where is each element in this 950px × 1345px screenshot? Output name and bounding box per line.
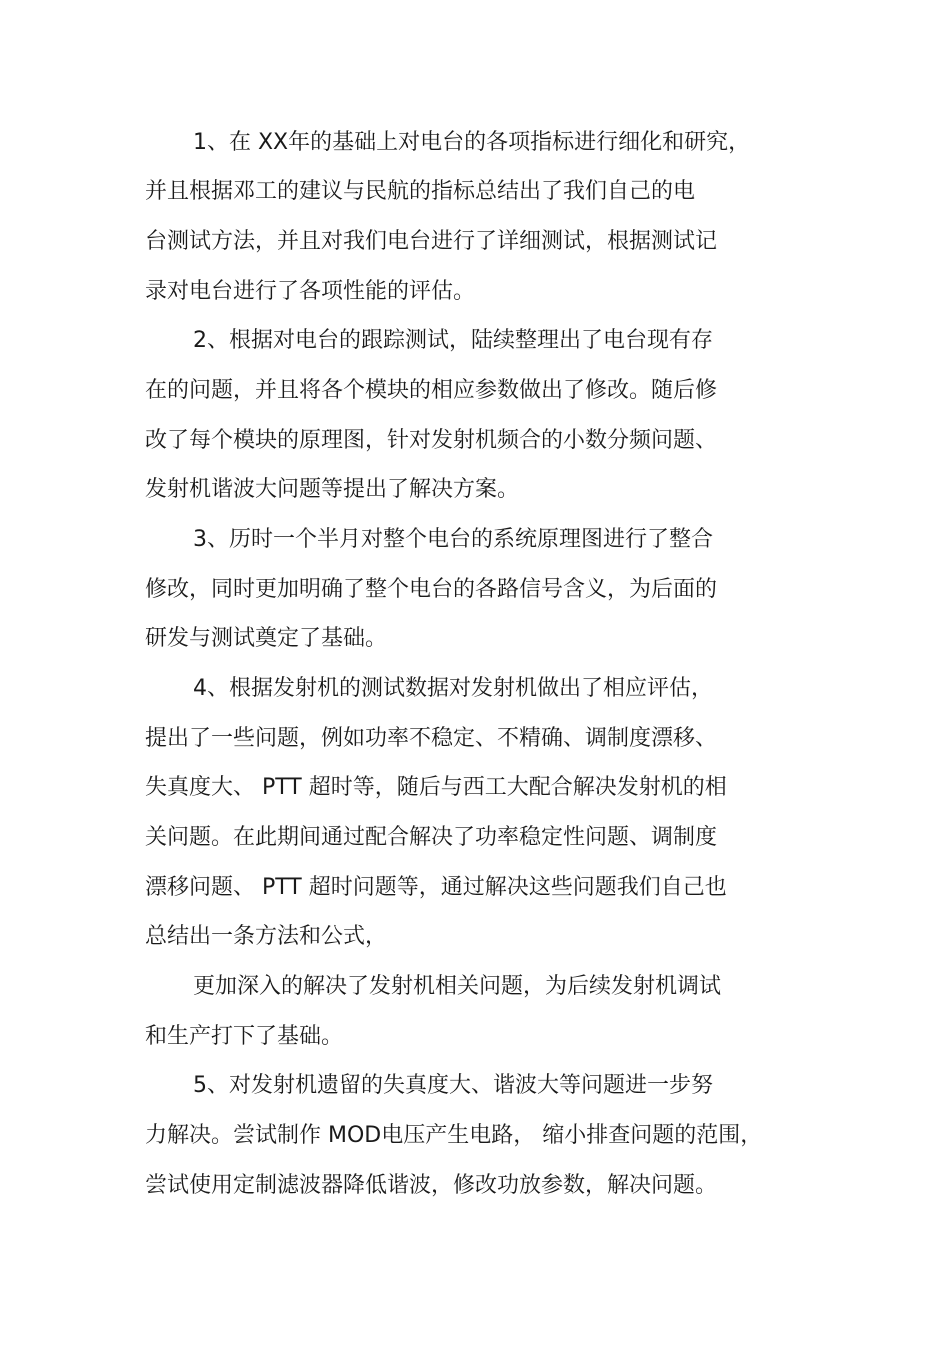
text-line: 5、对发射机遗留的失真度大、谐波大等问题进一步努 bbox=[193, 1073, 713, 1098]
text-line: 发射机谐波大问题等提出了解决方案。 bbox=[145, 477, 520, 502]
text-line: 研发与测试奠定了基础。 bbox=[145, 626, 388, 651]
text-line: 在的问题，并且将各个模块的相应参数做出了修改。随后修 bbox=[145, 378, 718, 403]
text-line: 尝试使用定制滤波器降低谐波，修改功放参数，解决问题。 bbox=[145, 1173, 718, 1198]
text-line: 力解决。尝试制作 MOD电压产生电路， 缩小排查问题的范围， bbox=[145, 1123, 763, 1148]
text-line: 录对电台进行了各项性能的评估。 bbox=[145, 279, 476, 304]
text-line: 1、在 XX年的基础上对电台的各项指标进行细化和研究， bbox=[193, 130, 751, 155]
text-line: 3、历时一个半月对整个电台的系统原理图进行了整合 bbox=[193, 527, 713, 552]
text-line: 失真度大、 PTT 超时等，随后与西工大配合解决发射机的相 bbox=[145, 775, 727, 800]
text-line: 改了每个模块的原理图，针对发射机频合的小数分频问题、 bbox=[145, 428, 718, 453]
text-line: 提出了一些问题，例如功率不稳定、不精确、调制度漂移、 bbox=[145, 726, 718, 751]
text-line: 总结出一条方法和公式， bbox=[145, 924, 388, 949]
text-line: 修改，同时更加明确了整个电台的各路信号含义，为后面的 bbox=[145, 577, 718, 602]
text-line: 和生产打下了基础。 bbox=[145, 1024, 344, 1049]
text-line: 并且根据邓工的建议与民航的指标总结出了我们自己的电 bbox=[145, 179, 696, 204]
text-line: 台测试方法，并且对我们电台进行了详细测试，根据测试记 bbox=[145, 229, 718, 254]
text-line: 4、根据发射机的测试数据对发射机做出了相应评估， bbox=[193, 676, 713, 701]
text-line: 漂移问题、 PTT 超时问题等，通过解决这些问题我们自己也 bbox=[145, 875, 727, 900]
text-line: 关问题。在此期间通过配合解决了功率稳定性问题、调制度 bbox=[145, 825, 718, 850]
text-line: 2、根据对电台的跟踪测试，陆续整理出了电台现有存 bbox=[193, 328, 713, 353]
text-line: 更加深入的解决了发射机相关问题，为后续发射机调试 bbox=[193, 974, 722, 999]
